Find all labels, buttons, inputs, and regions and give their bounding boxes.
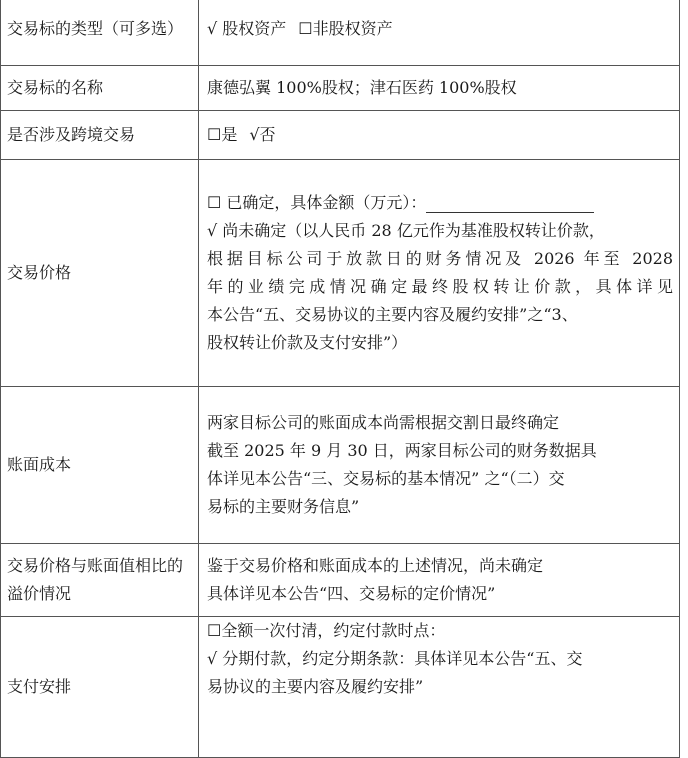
price-line-1: ☐ 已确定，具体金额（万元）： <box>207 189 673 217</box>
row-premium <box>1 544 680 617</box>
label-book-cost: 账面成本 <box>1 387 199 544</box>
book-cost-line-3: 体详见本公告“三、交易标的基本情况” 之“（二）交 <box>207 469 565 488</box>
option-yes: ☐是 <box>207 125 238 144</box>
value-book-cost <box>199 387 680 544</box>
label-cross-border: 是否涉及跨境交易 <box>1 111 199 160</box>
payment-line-2: √ 分期付款，约定分期条款：具体详见本公告“五、交 <box>207 649 583 668</box>
row-target-name <box>1 66 680 111</box>
premium-line-2: 具体详见本公告“四、交易标的定价情况” <box>207 584 496 603</box>
price-line-4: 年的业绩完成情况确定最终股权转让价款，具体详见 <box>207 277 673 296</box>
payment-line-3: 易协议的主要内容及履约安排” <box>207 677 424 696</box>
label-target-name: 交易标的名称 <box>1 66 199 111</box>
row-transaction-price <box>1 160 680 387</box>
label-payment: 支付安排 <box>1 617 199 758</box>
value-premium <box>199 544 680 617</box>
payment-line-1: ☐全额一次付清，约定付款时点： <box>207 621 446 640</box>
row-payment <box>1 617 680 758</box>
option-no: √否 <box>249 125 276 144</box>
value-asset-type <box>199 0 680 66</box>
value-cross-border <box>199 111 680 160</box>
price-line-6: 股权转让价款及支付安排”） <box>207 333 408 352</box>
row-cross-border <box>1 111 680 160</box>
value-target-name: 康德弘翼 100%股权；津石医药 100%股权 <box>199 66 680 111</box>
book-cost-line-2: 截至 2025 年 9 月 30 日，两家目标公司的财务数据具 <box>207 441 597 460</box>
label-premium: 交易价格与账面值相比的溢价情况 <box>1 544 199 617</box>
amount-blank-line <box>426 194 594 213</box>
price-line-2: √ 尚未确定（以人民币 28 亿元作为基准股权转让价款， <box>207 221 605 240</box>
value-transaction-price <box>199 160 680 387</box>
option-non-equity-asset: ☐非股权资产 <box>298 19 393 38</box>
book-cost-line-4: 易标的主要财务信息” <box>207 497 360 516</box>
row-book-cost <box>1 387 680 544</box>
option-equity-asset: √ 股权资产 <box>207 19 287 38</box>
label-transaction-price: 交易价格 <box>1 160 199 387</box>
price-line-3: 根据目标公司于放款日的财务情况及 2026 年至 2028 <box>207 249 673 268</box>
label-asset-type: 交易标的类型（可多选） <box>1 0 199 66</box>
row-asset-type <box>1 0 680 66</box>
value-payment <box>199 617 680 758</box>
premium-line-1: 鉴于交易价格和账面成本的上述情况，尚未确定 <box>207 556 544 575</box>
book-cost-line-1: 两家目标公司的账面成本尚需根据交割日最终确定 <box>207 413 560 432</box>
price-line-5: 本公告“五、交易协议的主要内容及履约安排”之“3、 <box>207 305 578 324</box>
